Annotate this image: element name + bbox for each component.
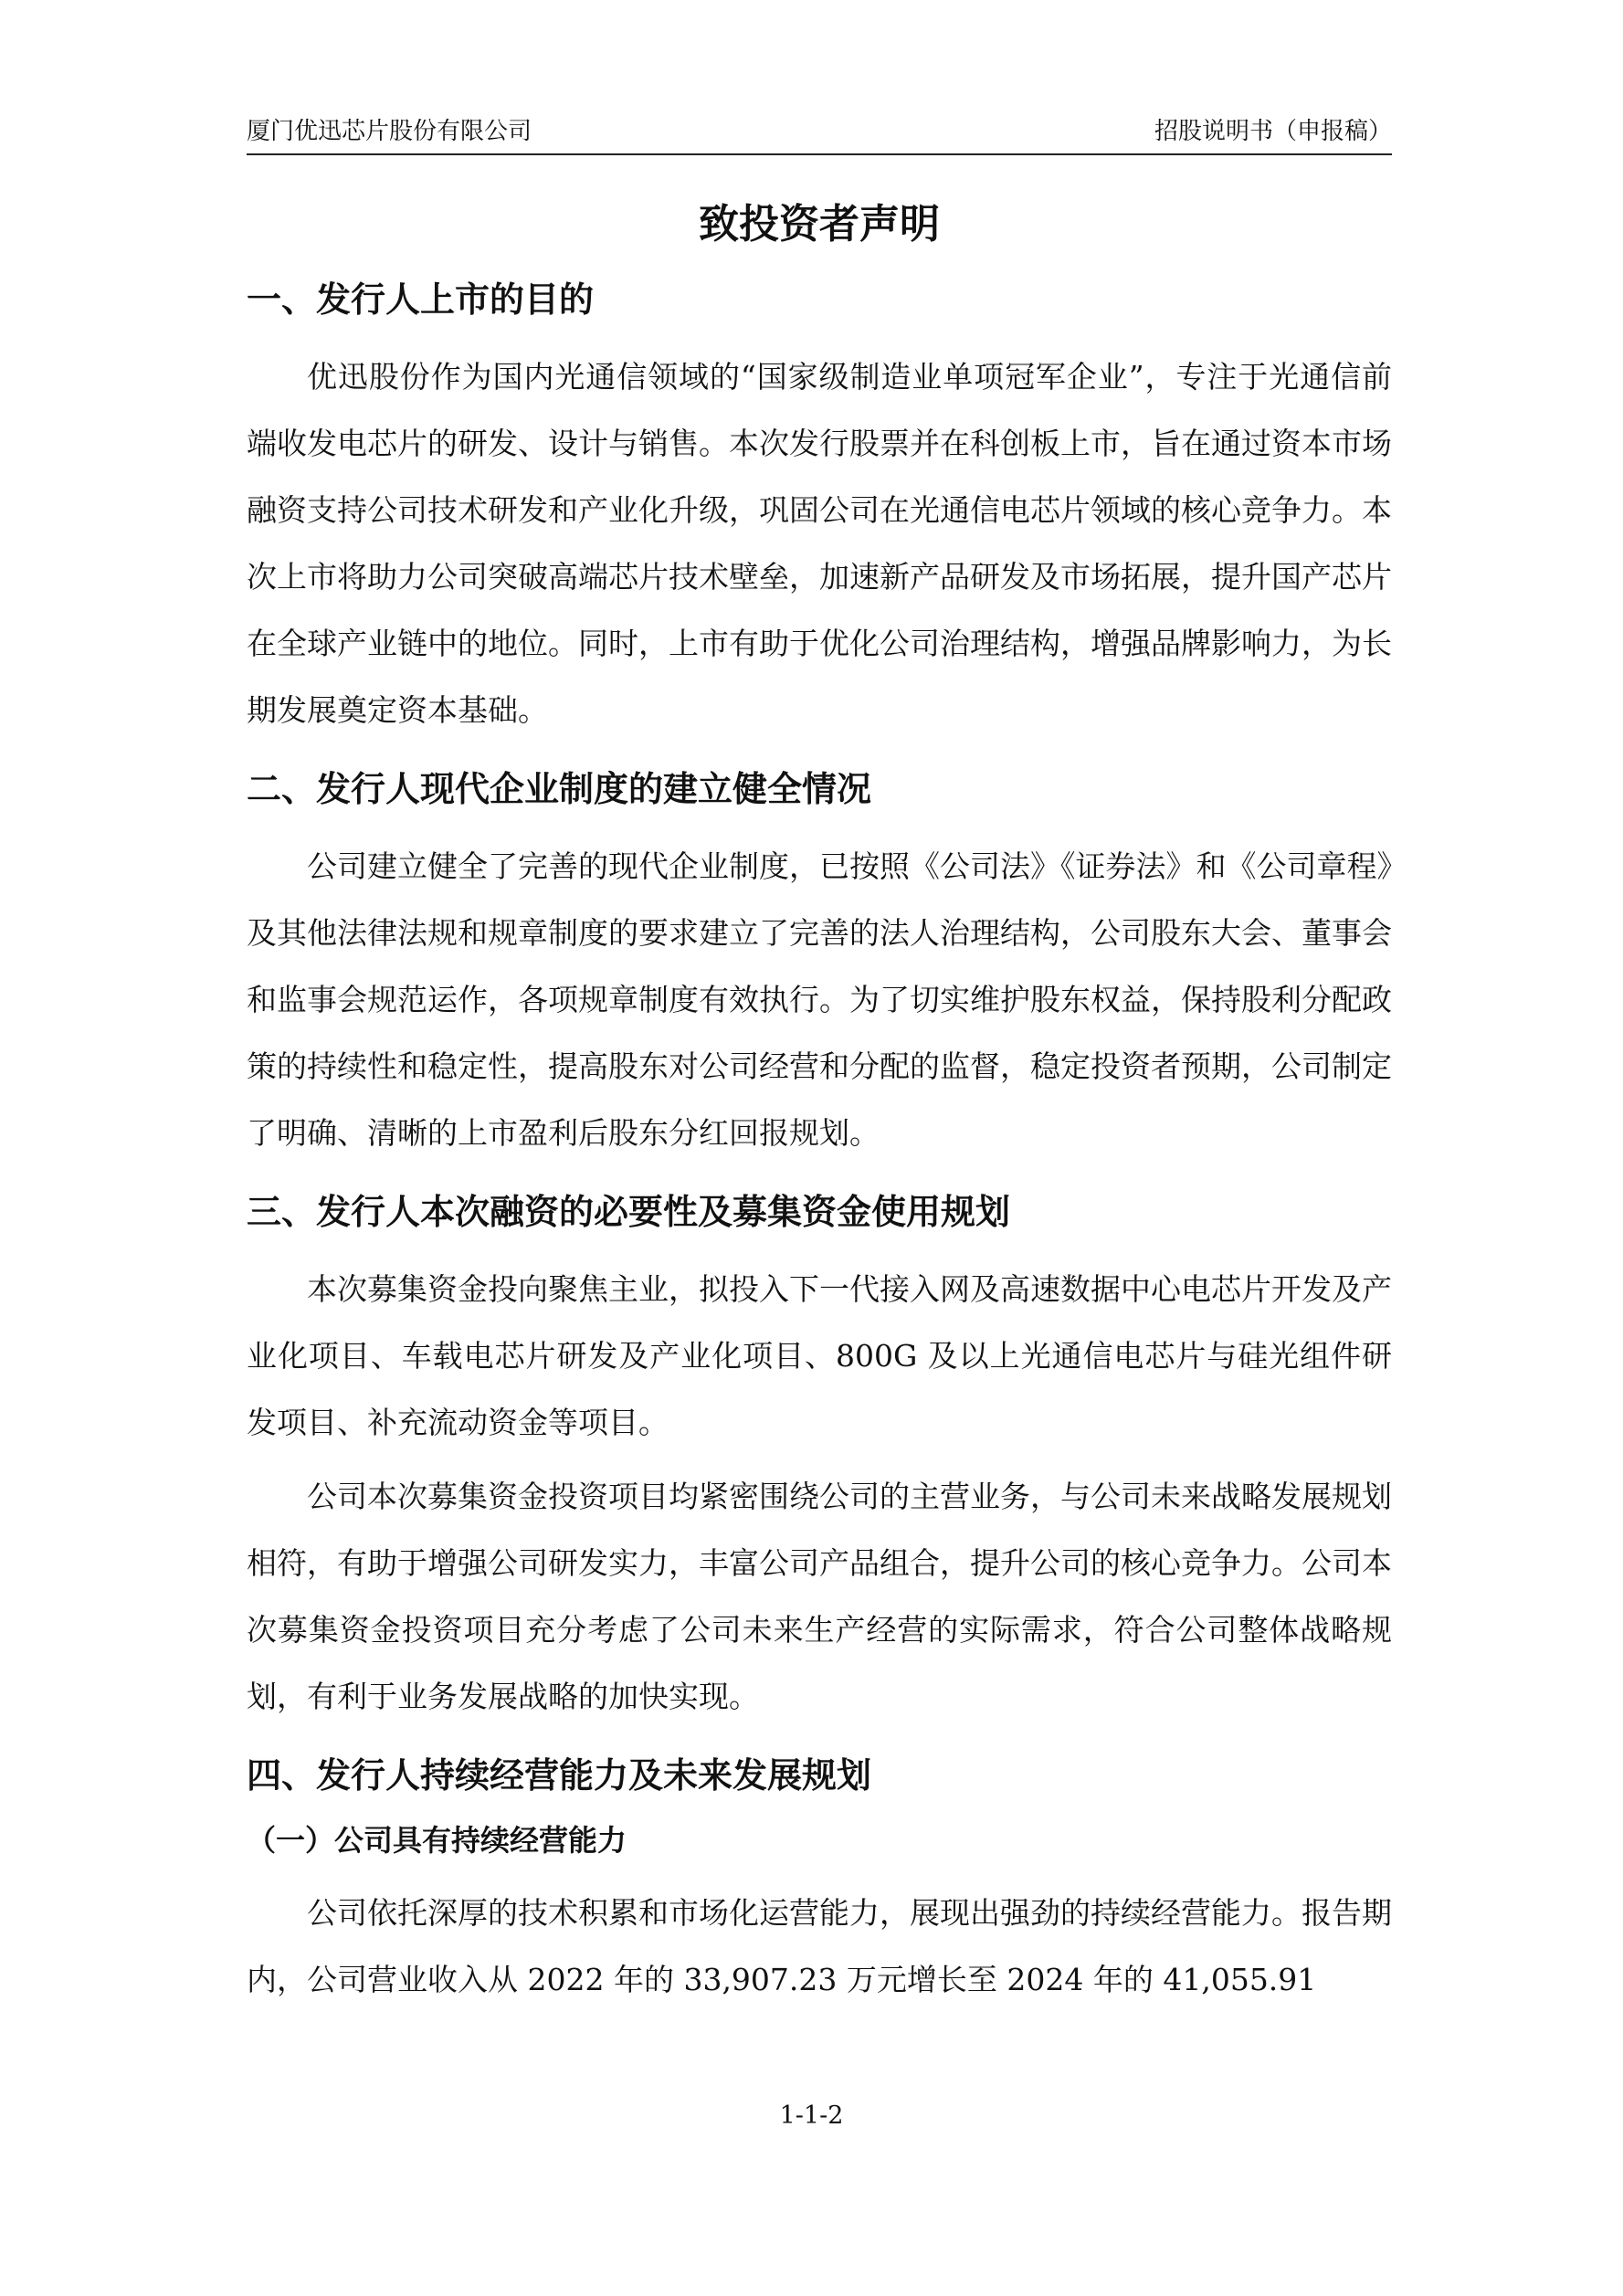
- section-heading: 三、发行人本次融资的必要性及募集资金使用规划: [247, 1192, 1011, 1232]
- page-title: 致投资者声明: [699, 201, 940, 248]
- section-heading: 四、发行人持续经营能力及未来发展规划: [247, 1755, 872, 1796]
- header-company-name: 厦门优迅芯片股份有限公司: [247, 118, 532, 145]
- section-1: [247, 276, 1392, 743]
- paragraph: 公司本次募集资金投资项目均紧密围绕公司的主营业务，与公司未来战略发展规划相符，有助于增强公司研发实力，丰富公司产品组合，提升公司的核心竞争力。公司本次募集资金投资项目充分考虑了公司未来生产经营的实际需求，符合公司整体战略规划，有利于业务发展战略的加快实现。: [247, 1479, 1392, 1714]
- paragraph: 本次募集资金投向聚焦主业，拟投入下一代接入网及高速数据中心电芯片开发及产业化项目、车载电芯片研发及产业化项目、800G 及以上光通信电芯片与硅光组件研发项目、补充流动资金等项目。: [247, 1271, 1392, 1440]
- section-3: [247, 1188, 1392, 1730]
- paragraph: 公司依托深厚的技术积累和市场化运营能力，展现出强劲的持续经营能力。报告期内，公司营业收入从 2022 年的 33,907.23 万元增长至 2024 年的 41,055.91: [247, 1895, 1392, 1997]
- page-number: 1-1-2: [779, 2101, 844, 2130]
- section-4: [247, 1752, 1392, 2013]
- paragraph: 公司建立健全了完善的现代企业制度，已按照《公司法》《证券法》和《公司章程》及其他法律法规和规章制度的要求建立了完善的法人治理结构，公司股东大会、董事会和监事会规范运作，各项规章制度有效执行。为了切实维护股东权益，保持股利分配政策的持续性和稳定性，提高股东对公司经营和分配的监督，稳定投资者预期，公司制定了明确、清晰的上市盈利后股东分红回报规划。: [247, 848, 1392, 1151]
- page-header: [247, 113, 1392, 155]
- section-2: [247, 765, 1392, 1166]
- header-document-type: 招股说明书（申报稿）: [1154, 118, 1392, 145]
- paragraph: 优迅股份作为国内光通信领域的“国家级制造业单项冠军企业”，专注于光通信前端收发电芯片的研发、设计与销售。本次发行股票并在科创板上市，旨在通过资本市场融资支持公司技术研发和产业化升级，巩固公司在光通信电芯片领域的核心竞争力。本次上市将助力公司突破高端芯片技术壁垒，加速新产品研发及市场拓展，提升国产芯片在全球产业链中的地位。同时，上市有助于优化公司治理结构，增强品牌影响力，为长期发展奠定资本基础。: [247, 359, 1392, 728]
- section-heading: 二、发行人现代企业制度的建立健全情况: [247, 769, 872, 809]
- section-heading: 一、发行人上市的目的: [247, 279, 595, 320]
- subsection-heading: （一）公司具有持续经营能力: [247, 1823, 627, 1858]
- document-body: [247, 174, 1392, 2020]
